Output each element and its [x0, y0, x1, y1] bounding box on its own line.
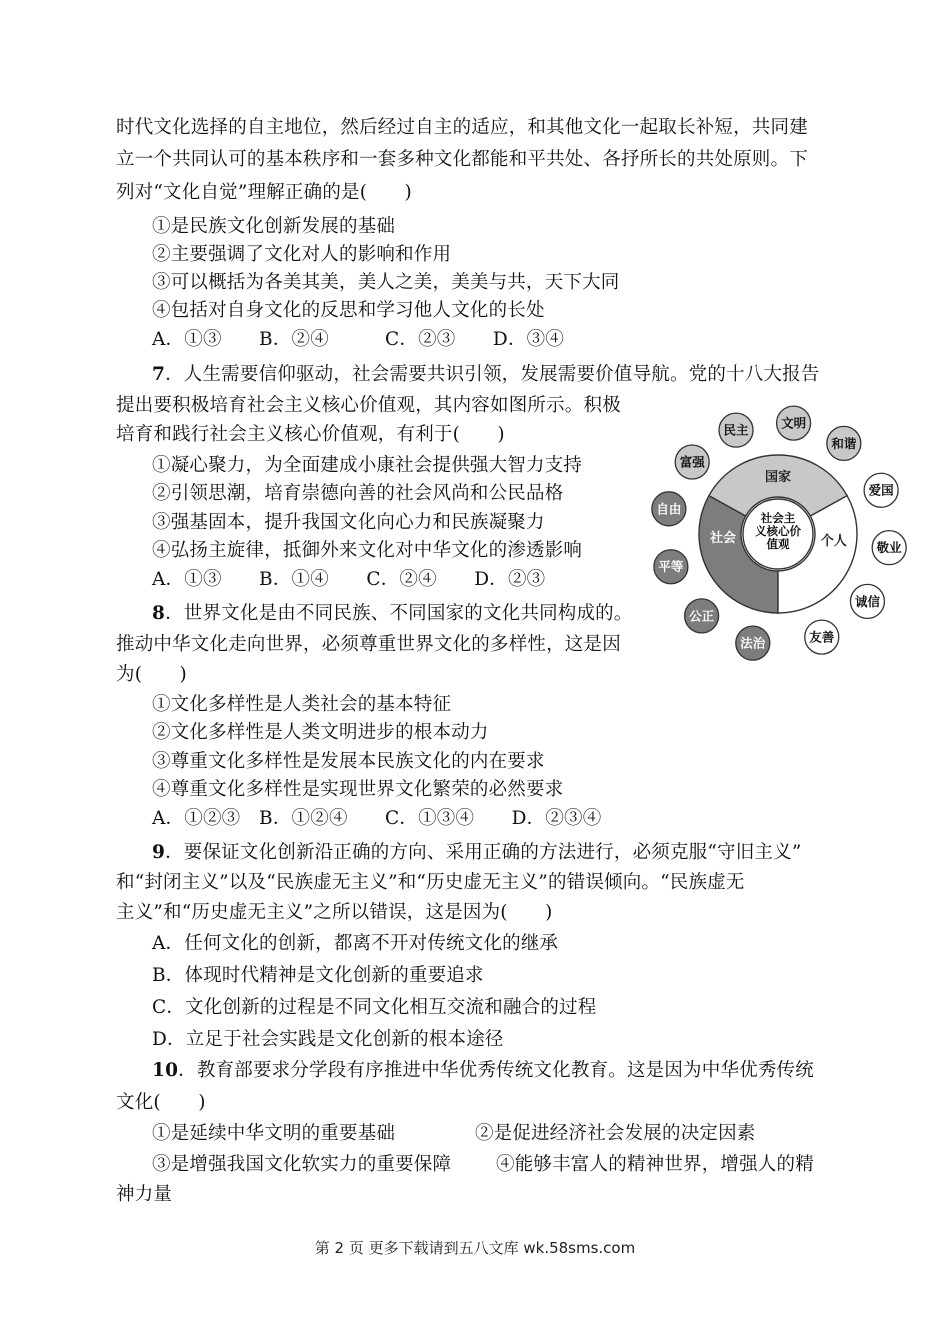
q7-number: 7 — [152, 364, 166, 385]
value-label-individual-4: 友善 — [809, 629, 835, 645]
q9-option-a: A．任何文化的创新，都离不开对传统文化的继承 — [152, 933, 559, 954]
q7-line-1-text: ．人生需要信仰驱动，社会需要共识引领，发展需要价值导航。党的十八大报告 — [165, 364, 820, 385]
q9-number: 9 — [152, 842, 166, 863]
q8-text-line-1 — [152, 601, 633, 627]
sector-individual-label: 个人 — [820, 533, 847, 549]
q6-option-1: ①是民族文化创新发展的基础 — [152, 216, 396, 237]
q6-choices: A．①③ B．②④ C．②③ D．③④ — [152, 329, 565, 350]
core-values-diagram — [644, 402, 912, 670]
q9-text-line-2: 和“封闭主义”以及“民族虚无主义”和“历史虚无主义”的错误倾向。“民族虚无 — [116, 872, 745, 893]
sector-country-label: 国家 — [764, 470, 792, 485]
value-label-individual-1: 爱国 — [868, 482, 894, 498]
value-label-country-4: 和谐 — [831, 435, 857, 451]
value-label-society-1: 自由 — [656, 501, 682, 517]
page-footer: 第 2 页 更多下载请到五八文库 wk.58sms.com — [314, 1239, 636, 1257]
center-label-line-3: 值观 — [766, 537, 790, 551]
value-label-country-2: 民主 — [723, 422, 749, 438]
q10-option-4-part-1: ④能够丰富人的精神世界，增强人的精 — [496, 1154, 814, 1175]
center-label-line-2: 义核心价 — [755, 524, 801, 538]
value-label-society-2: 平等 — [658, 559, 684, 575]
q6-text-line-2: 立一个共同认可的基本秩序和一套多种文化都能和平共处、各抒所长的共处原则。下 — [116, 149, 808, 170]
sector-society-label: 社会 — [710, 530, 737, 546]
q7-option-3: ③强基固本，提升我国文化向心力和民族凝聚力 — [152, 512, 545, 533]
q9-option-b: B．体现时代精神是文化创新的重要追求 — [152, 965, 484, 986]
q9-option-d: D．立足于社会实践是文化创新的根本途径 — [152, 1029, 504, 1050]
q7-option-1: ①凝心聚力，为全面建成小康社会提供强大智力支持 — [152, 455, 583, 476]
q8-option-3: ③尊重文化多样性是发展本民族文化的内在要求 — [152, 751, 545, 772]
q8-option-1: ①文化多样性是人类社会的基本特征 — [152, 694, 452, 715]
value-label-individual-3: 诚信 — [854, 593, 880, 609]
q8-option-4: ④尊重文化多样性是实现世界文化繁荣的必然要求 — [152, 779, 564, 800]
q10-number: 10 — [152, 1060, 179, 1081]
q7-text-line-3: 培育和践行社会主义核心价值观，有利于( ) — [116, 424, 505, 445]
q8-text-line-2: 推动中华文化走向世界，必须尊重世界文化的多样性，这是因 — [116, 634, 621, 655]
q7-choices: A．①③ B．①④ C．②④ D．②③ — [152, 569, 546, 590]
q10-option-1: ①是延续中华文明的重要基础 — [152, 1123, 396, 1144]
q10-line-1-text: ．教育部要求分学段有序推进中华优秀传统文化教育。这是因为中华优秀传统 — [178, 1060, 814, 1081]
q10-option-2: ②是促进经济社会发展的决定因素 — [475, 1123, 756, 1144]
q6-option-2: ②主要强调了文化对人的影响和作用 — [152, 244, 452, 265]
q6-text-line-3: 列对“文化自觉”理解正确的是( ) — [116, 182, 412, 203]
value-label-country-3: 文明 — [781, 415, 807, 431]
q10-option-4-part-2: 神力量 — [116, 1184, 173, 1205]
q8-number: 8 — [152, 603, 166, 624]
q8-line-1-text: ．世界文化是由不同民族、不同国家的文化共同构成的。 — [165, 603, 633, 624]
q10-text-line-2: 文化( ) — [116, 1092, 206, 1113]
value-label-individual-2: 敬业 — [876, 540, 902, 556]
q8-choices: A．①②③ B．①②④ C．①③④ D．②③④ — [152, 808, 602, 829]
q7-option-2: ②引领思潮，培育崇德向善的社会风尚和公民品格 — [152, 483, 564, 504]
q7-option-4: ④弘扬主旋律，抵御外来文化对中华文化的渗透影响 — [152, 540, 583, 561]
value-label-society-4: 法治 — [740, 635, 766, 651]
q9-text-line-1 — [152, 840, 802, 866]
q8-option-2: ②文化多样性是人类文明进步的根本动力 — [152, 722, 489, 743]
q6-text-line-1: 时代文化选择的自主地位，然后经过自主的适应，和其他文化一起取长补短，共同建 — [116, 117, 808, 138]
q6-option-3: ③可以概括为各美其美，美人之美，美美与共，天下大同 — [152, 272, 620, 293]
q10-option-3: ③是增强我国文化软实力的重要保障 — [152, 1154, 452, 1175]
q6-option-4: ④包括对自身文化的反思和学习他人文化的长处 — [152, 300, 545, 321]
q10-text-line-1 — [152, 1058, 814, 1084]
center-label-line-1: 社会主 — [760, 511, 796, 525]
q9-option-c: C．文化创新的过程是不同文化相互交流和融合的过程 — [152, 997, 597, 1018]
q9-line-1-text: ．要保证文化创新沿正确的方向、采用正确的方法进行，必须克服“守旧主义” — [165, 842, 802, 863]
value-label-society-3: 公正 — [689, 608, 715, 624]
value-label-country-1: 富强 — [679, 454, 705, 470]
q9-text-line-3: 主义”和“历史虚无主义”之所以错误，这是因为( ) — [116, 902, 553, 923]
q8-text-line-3: 为( ) — [116, 664, 187, 685]
q7-text-line-1 — [152, 362, 820, 388]
q7-text-line-2: 提出要积极培育社会主义核心价值观，其内容如图所示。积极 — [116, 395, 621, 416]
